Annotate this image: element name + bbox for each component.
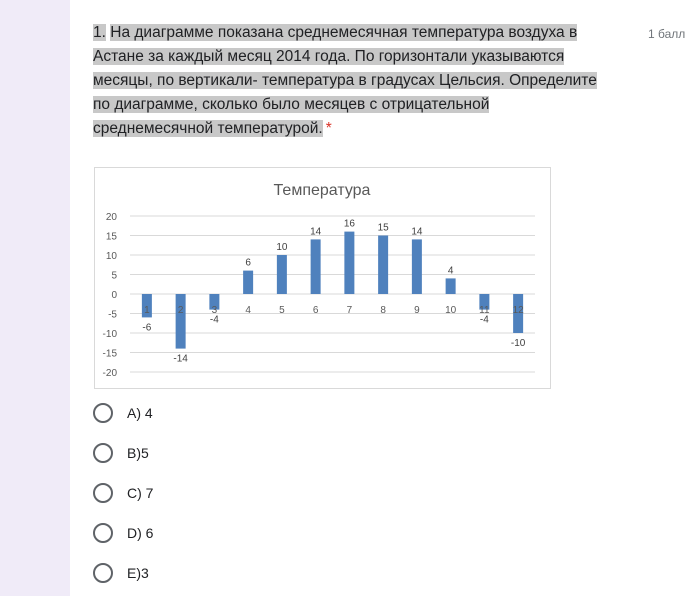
question-number: 1. [93, 24, 106, 41]
required-mark: * [325, 120, 332, 137]
option-label: D) 6 [127, 525, 154, 541]
bar [344, 232, 354, 294]
question-card [70, 0, 699, 596]
bar [176, 294, 186, 349]
chart-title: Температура [273, 182, 371, 199]
radio-icon[interactable] [93, 443, 113, 463]
question-text-block [93, 21, 613, 141]
data-label: 15 [377, 222, 389, 234]
y-tick-label: 0 [111, 290, 117, 301]
data-label: 14 [310, 226, 322, 238]
y-tick-label: -5 [108, 309, 117, 321]
y-tick-label: -15 [102, 348, 117, 360]
data-label: 4 [447, 265, 454, 277]
option-c[interactable] [93, 480, 293, 506]
option-label: A) 4 [127, 405, 153, 421]
data-label: -14 [173, 353, 188, 365]
option-e[interactable] [93, 560, 293, 586]
y-tick-label: -20 [102, 368, 117, 379]
x-tick-label: 9 [414, 305, 420, 316]
x-tick-label: 3 [211, 305, 218, 316]
radio-icon[interactable] [93, 403, 113, 423]
y-tick-label: 15 [105, 231, 117, 243]
option-b[interactable] [93, 440, 293, 466]
x-tick-label: 2 [177, 305, 184, 316]
data-label: 6 [245, 257, 251, 269]
x-tick-label: 10 [445, 305, 457, 316]
x-tick-label: 6 [312, 305, 319, 316]
y-tick-label: 5 [111, 270, 117, 282]
x-tick-label: 12 [512, 305, 524, 316]
temperature-chart [95, 168, 550, 388]
bar [311, 239, 321, 294]
bar [277, 255, 287, 294]
data-label: 14 [411, 226, 423, 238]
option-label: E)3 [127, 565, 149, 581]
option-d[interactable] [93, 520, 293, 546]
data-label: 10 [276, 242, 288, 253]
option-a[interactable] [93, 400, 293, 426]
option-label: C) 7 [127, 485, 154, 501]
option-label: B)5 [127, 445, 149, 461]
data-label: -4 [479, 314, 489, 326]
data-label: 16 [343, 218, 355, 230]
x-tick-label: 4 [245, 305, 251, 316]
bar [446, 278, 456, 294]
y-tick-label: 10 [105, 251, 117, 262]
radio-icon[interactable] [93, 563, 113, 583]
x-tick-label: 7 [346, 305, 353, 316]
radio-icon[interactable] [93, 523, 113, 543]
y-tick-label: -10 [102, 329, 117, 340]
question-text: На диаграмме показана среднемесячная температура воздуха в Астане за каждый месяц 2014 года. По горизонтали указываются месяцы, по вертикали- температура в градусах Цельсия. Определите по диаграмме, сколько было месяцев с отрицательной среднемесячной температурой. [93, 24, 597, 137]
bar [378, 236, 388, 295]
chart-image [94, 167, 551, 389]
data-label: -10 [510, 338, 526, 349]
bar [243, 271, 253, 294]
y-tick-label: 20 [105, 212, 117, 223]
radio-icon[interactable] [93, 483, 113, 503]
x-tick-label: 1 [144, 305, 150, 316]
data-label: -4 [209, 314, 219, 326]
data-label: -6 [142, 322, 152, 334]
x-tick-label: 11 [479, 305, 490, 316]
points-label: 1 балл [648, 27, 686, 41]
bar [412, 239, 422, 294]
x-tick-label: 5 [279, 305, 285, 316]
x-tick-label: 8 [380, 305, 386, 316]
